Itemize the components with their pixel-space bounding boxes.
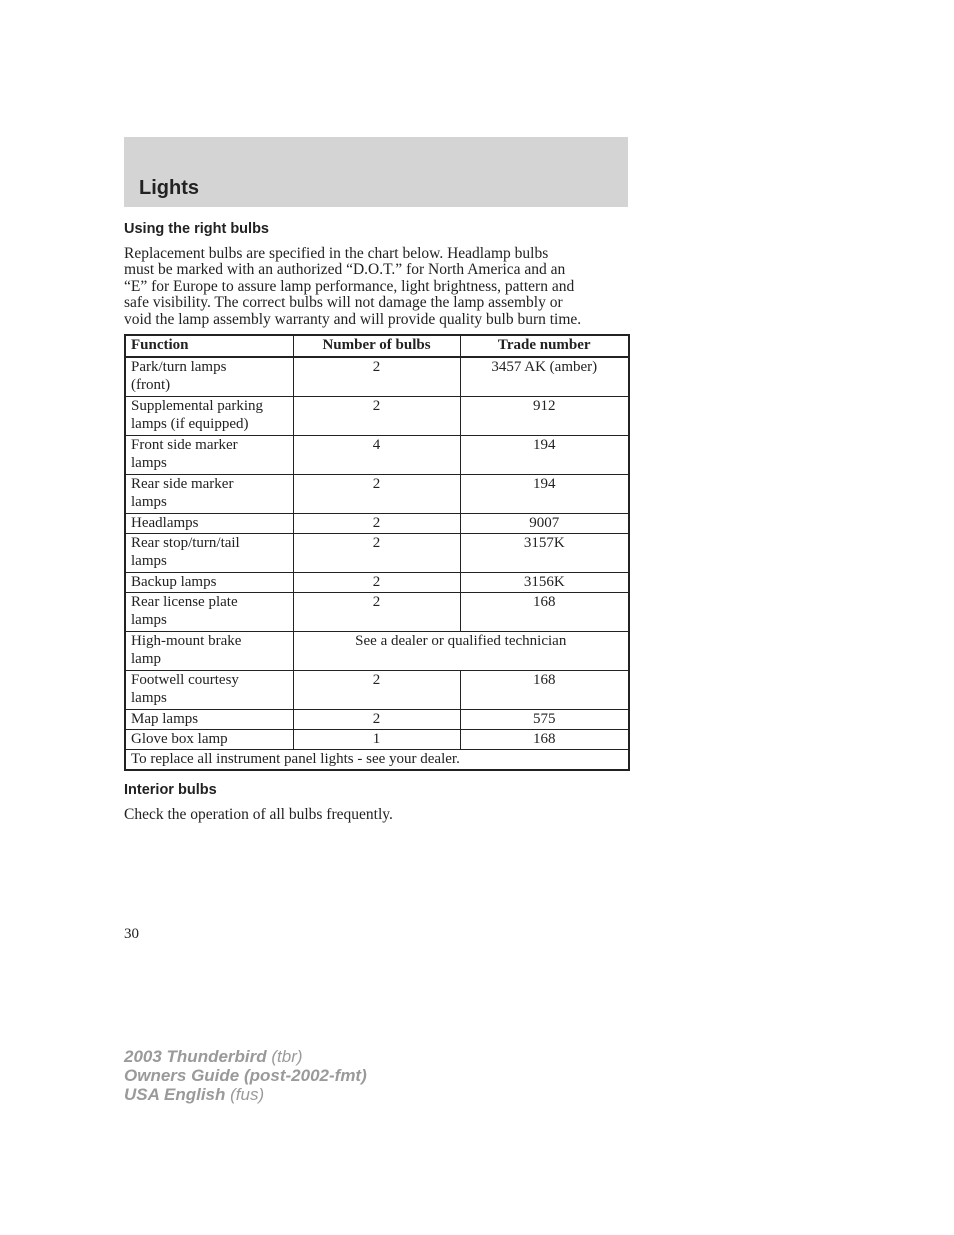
- footer-line: [124, 1047, 367, 1066]
- cell-function: [125, 632, 293, 671]
- cell-function-line: lamps: [131, 494, 167, 510]
- cell-trade-number: 575: [460, 710, 629, 730]
- cell-trade-number: 194: [460, 475, 629, 514]
- cell-function-line: Map lamps: [131, 711, 199, 727]
- cell-number-of-bulbs: 2: [293, 671, 460, 710]
- cell-function-line: Footwell courtesy: [131, 672, 239, 688]
- cell-function-line: lamp: [131, 651, 161, 667]
- cell-function-line: lamps: [131, 455, 167, 471]
- table-row: [125, 730, 629, 750]
- cell-function: [125, 593, 293, 632]
- footer-language: USA English: [124, 1085, 226, 1104]
- table-row: [125, 573, 629, 593]
- cell-trade-number: 3157K: [460, 534, 629, 573]
- page-number: 30: [124, 926, 139, 942]
- cell-number-of-bulbs: 2: [293, 573, 460, 593]
- section-header-band: [124, 137, 628, 207]
- cell-number-of-bulbs: 2: [293, 397, 460, 436]
- intro-line: must be marked with an authorized “D.O.T.” for North America and an: [124, 261, 566, 279]
- table-row: [125, 632, 629, 671]
- cell-function-line: Supplemental parking: [131, 398, 264, 414]
- bulb-table: [124, 334, 630, 771]
- cell-function: [125, 573, 293, 593]
- cell-number-of-bulbs: 1: [293, 730, 460, 750]
- table-row: [125, 593, 629, 632]
- cell-function-line: Rear license plate: [131, 594, 238, 610]
- footer-language-code: (fus): [230, 1085, 265, 1104]
- cell-function: [125, 397, 293, 436]
- table-row: [125, 534, 629, 573]
- table-row: [125, 357, 629, 397]
- table-row: [125, 710, 629, 730]
- cell-trade-number: 168: [460, 671, 629, 710]
- cell-function: [125, 730, 293, 750]
- cell-number-of-bulbs: 2: [293, 710, 460, 730]
- intro-line: safe visibility. The correct bulbs will not damage the lamp assembly or: [124, 294, 563, 312]
- footer-model-code: (tbr): [271, 1047, 303, 1066]
- cell-function-line: lamps: [131, 612, 167, 628]
- cell-number-of-bulbs: 2: [293, 593, 460, 632]
- column-header-trade: Trade number: [460, 335, 629, 357]
- cell-function: [125, 671, 293, 710]
- cell-function-line: lamps (if equipped): [131, 416, 249, 432]
- cell-trade-number: 168: [460, 593, 629, 632]
- cell-function: [125, 436, 293, 475]
- table-row: [125, 475, 629, 514]
- cell-function-line: Park/turn lamps: [131, 359, 227, 375]
- table-row: [125, 397, 629, 436]
- table-row: [125, 436, 629, 475]
- cell-dealer-note: See a dealer or qualified technician: [293, 632, 629, 671]
- cell-function: [125, 475, 293, 514]
- cell-number-of-bulbs: 2: [293, 514, 460, 534]
- section-heading-right-bulbs: Using the right bulbs: [124, 221, 269, 237]
- table-row: [125, 671, 629, 710]
- cell-trade-number: 168: [460, 730, 629, 750]
- table-row: [125, 514, 629, 534]
- page-title: Lights: [139, 177, 199, 199]
- footer-guide: Owners Guide (post-2002-fmt): [124, 1066, 367, 1085]
- cell-function-line: Backup lamps: [131, 574, 217, 590]
- cell-function-line: Front side marker: [131, 437, 238, 453]
- table-footnote-row: [125, 750, 629, 771]
- cell-function-line: (front): [131, 377, 171, 393]
- cell-function: [125, 357, 293, 397]
- intro-line: Replacement bulbs are specified in the chart below. Headlamp bulbs: [124, 245, 549, 262]
- column-header-number: Number of bulbs: [293, 335, 460, 357]
- cell-trade-number: 194: [460, 436, 629, 475]
- interior-bulbs-text: Check the operation of all bulbs frequently.: [124, 806, 393, 823]
- footer-line: [124, 1085, 367, 1104]
- cell-number-of-bulbs: 2: [293, 475, 460, 514]
- cell-function: [125, 710, 293, 730]
- cell-trade-number: 9007: [460, 514, 629, 534]
- cell-function-line: Rear side marker: [131, 476, 234, 492]
- cell-number-of-bulbs: 4: [293, 436, 460, 475]
- intro-line: “E” for Europe to assure lamp performance, light brightness, pattern and: [124, 277, 575, 295]
- cell-trade-number: 3457 AK (amber): [460, 357, 629, 397]
- cell-trade-number: 912: [460, 397, 629, 436]
- column-header-function: Function: [125, 335, 293, 357]
- document-footer: [124, 1047, 367, 1104]
- footer-line: [124, 1066, 367, 1085]
- cell-function-line: High-mount brake: [131, 633, 242, 649]
- intro-line: void the lamp assembly warranty and will provide quality bulb burn time.: [124, 310, 582, 328]
- cell-function-line: Headlamps: [131, 515, 199, 531]
- cell-function-line: Glove box lamp: [131, 731, 228, 747]
- cell-function-line: lamps: [131, 553, 167, 569]
- cell-function: [125, 514, 293, 534]
- cell-number-of-bulbs: 2: [293, 534, 460, 573]
- table-footnote: To replace all instrument panel lights - see your dealer.: [125, 750, 629, 771]
- cell-number-of-bulbs: 2: [293, 357, 460, 397]
- section-heading-interior-bulbs: Interior bulbs: [124, 782, 217, 798]
- cell-trade-number: 3156K: [460, 573, 629, 593]
- footer-model: 2003 Thunderbird: [124, 1047, 267, 1066]
- intro-paragraph: [124, 246, 632, 328]
- cell-function-line: Rear stop/turn/tail: [131, 535, 240, 551]
- cell-function-line: lamps: [131, 690, 167, 706]
- cell-function: [125, 534, 293, 573]
